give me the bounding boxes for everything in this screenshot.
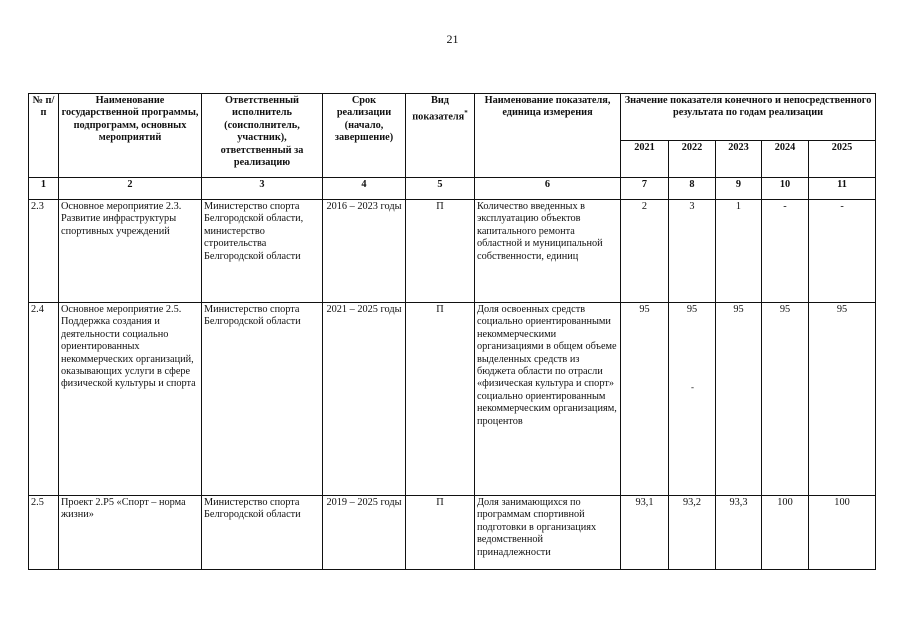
row-value-2023: 93,3: [716, 496, 762, 570]
row-responsible: Министерство спорта Белгородской области: [202, 303, 323, 496]
column-number: 9: [716, 178, 762, 200]
row-indicator-type: П: [406, 200, 475, 303]
row-activity-name: Проект 2.Р5 «Спорт – норма жизни»: [59, 496, 202, 570]
column-number: 11: [809, 178, 876, 200]
header-col-num: № п/п: [29, 94, 59, 178]
row-value-2024: 95: [762, 303, 809, 496]
row-indicator-type: П: [406, 496, 475, 570]
row-value-2022-cell: [669, 303, 716, 496]
row-value-2022: 93,2: [669, 496, 716, 570]
row-indicator-type: П: [406, 303, 475, 496]
stray-mark: -: [691, 382, 694, 392]
row-activity-name: Основное мероприятие 2.5. Поддержка создания и деятельности социально ориентированных некоммерческих организаций, оказывающих услуги в сфере физической культуры и спорта: [59, 303, 202, 496]
table-row: [29, 496, 876, 570]
row-value-2025: 100: [809, 496, 876, 570]
row-responsible: Министерство спорта Белгородской области, министерство строительства Белгородской области: [202, 200, 323, 303]
row-value-2024: -: [762, 200, 809, 303]
header-year-2024: 2024: [762, 141, 809, 178]
column-number: 3: [202, 178, 323, 200]
row-value-2021: 95: [621, 303, 669, 496]
column-number: 1: [29, 178, 59, 200]
header-col-period: Срок реализации (начало, завершение): [323, 94, 406, 178]
row-value-2021: 2: [621, 200, 669, 303]
row-period: 2021 – 2025 годы: [323, 303, 406, 496]
header-col-type-label: Вид показателя: [412, 95, 465, 123]
row-indicator-name: Количество введенных в эксплуатацию объектов капитального ремонта областной и муниципальной собственности, единиц: [475, 200, 621, 303]
row-period: 2016 – 2023 годы: [323, 200, 406, 303]
row-period: 2019 – 2025 годы: [323, 496, 406, 570]
row-value-2025: -: [809, 200, 876, 303]
row-value-2025: 95: [809, 303, 876, 496]
table-row: [29, 303, 876, 496]
column-number: 5: [406, 178, 475, 200]
header-year-2025: 2025: [809, 141, 876, 178]
header-col-name: Наименование государственной программы, подпрограмм, основных мероприятий: [59, 94, 202, 178]
row-value-2022: 95: [686, 304, 698, 315]
header-col-responsible: Ответственный исполнитель (соисполнитель, участник), ответственный за реализацию: [202, 94, 323, 178]
row-value-2021: 93,1: [621, 496, 669, 570]
indicators-table: [28, 93, 876, 570]
row-number: 2.5: [29, 496, 59, 570]
row-responsible: Министерство спорта Белгородской области: [202, 496, 323, 570]
row-value-2022: 3: [669, 200, 716, 303]
column-number: 10: [762, 178, 809, 200]
column-number-row: [29, 178, 876, 200]
row-indicator-name: Доля занимающихся по программам спортивной подготовки в организациях ведомственной принадлежности: [475, 496, 621, 570]
header-col-values: Значение показателя конечного и непосредственного результата по годам реализации: [621, 94, 876, 141]
header-col-type: [406, 94, 475, 178]
row-value-2023: 1: [716, 200, 762, 303]
header-year-2021: 2021: [621, 141, 669, 178]
row-number: 2.4: [29, 303, 59, 496]
column-number: 8: [669, 178, 716, 200]
row-indicator-name: Доля освоенных средств социально ориентированными некоммерческими организациями в общем объеме выделенных средств из бюджета области по отрасли «физическая культура и спорт» социально ориентированным некоммерческим организациям, процентов: [475, 303, 621, 496]
header-col-indicator: Наименование показателя, единица измерения: [475, 94, 621, 178]
header-col-type-footnote-mark: *: [464, 109, 468, 118]
column-number: 6: [475, 178, 621, 200]
header-year-2023: 2023: [716, 141, 762, 178]
page-number: 21: [446, 32, 459, 46]
row-value-2023: 95: [716, 303, 762, 496]
column-number: 4: [323, 178, 406, 200]
table-row: [29, 200, 876, 303]
column-number: 2: [59, 178, 202, 200]
row-number: 2.3: [29, 200, 59, 303]
row-value-2024: 100: [762, 496, 809, 570]
column-number: 7: [621, 178, 669, 200]
row-activity-name: Основное мероприятие 2.3. Развитие инфраструктуры спортивных учреждений: [59, 200, 202, 303]
header-year-2022: 2022: [669, 141, 716, 178]
